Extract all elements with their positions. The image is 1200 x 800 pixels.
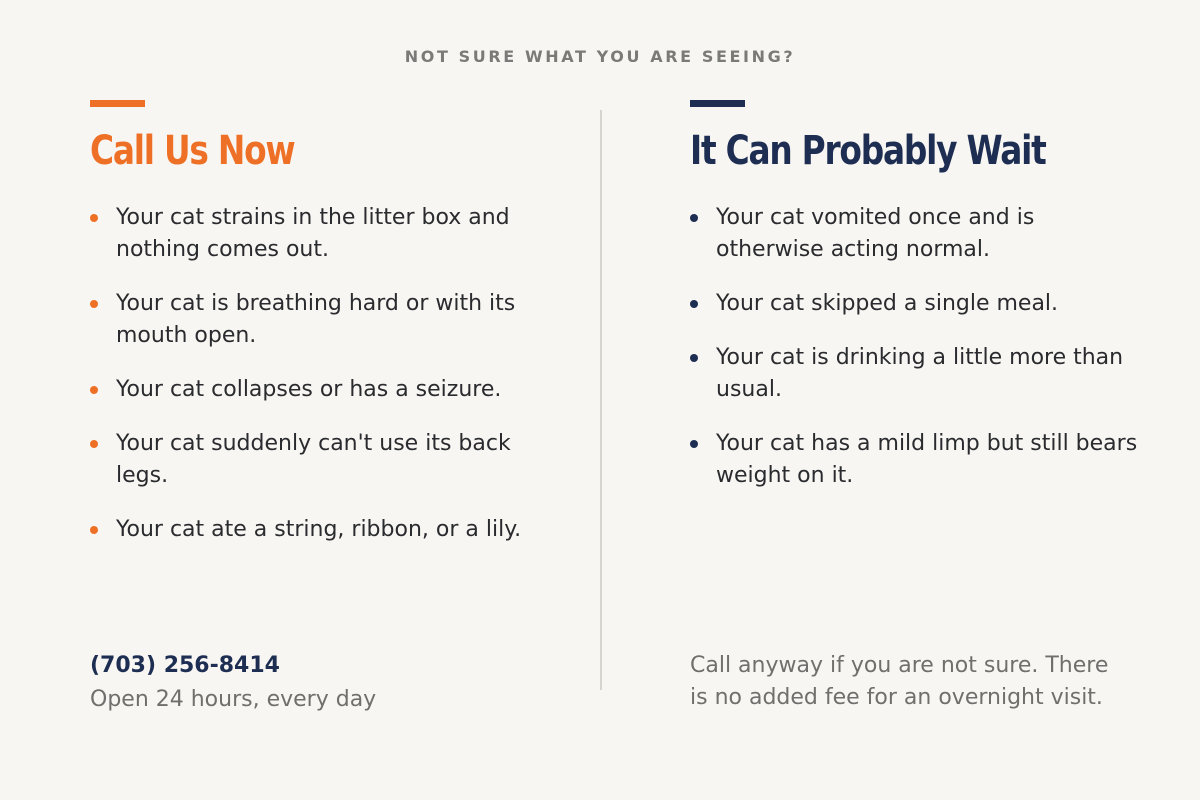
bullet-dot-icon: [90, 300, 98, 308]
bullet-dot-icon: [690, 440, 698, 448]
list-item: [690, 288, 1140, 320]
list-item: [90, 288, 560, 352]
reassurance-note: Call anyway if you are not sure. There is no added fee for an overnight visit.: [690, 653, 1109, 710]
bullet-dot-icon: [690, 354, 698, 362]
bullet-dot-icon: [690, 300, 698, 308]
section-eyebrow: NOT SURE WHAT YOU ARE SEEING?: [404, 47, 796, 66]
non-urgent-symptom-list: [690, 202, 1140, 514]
list-item-text: Your cat has a mild limp but still bears weight on it.: [716, 431, 1138, 488]
list-item: [690, 342, 1140, 406]
bullet-dot-icon: [90, 386, 98, 394]
list-item: [90, 514, 560, 546]
list-item-text: Your cat is breathing hard or with its mouth open.: [116, 291, 516, 348]
list-item: [90, 428, 560, 492]
contact-block: [90, 650, 376, 716]
list-item-text: Your cat collapses or has a seizure.: [116, 377, 502, 402]
list-item-text: Your cat skipped a single meal.: [716, 291, 1059, 316]
call-now-column: [90, 100, 560, 542]
list-item-text: Your cat suddenly can't use its back legs.: [116, 431, 511, 488]
can-wait-column: [690, 100, 1140, 488]
navy-accent-bar: [690, 100, 745, 107]
list-item: [690, 202, 1140, 266]
opening-hours: Open 24 hours, every day: [90, 687, 377, 712]
bullet-dot-icon: [90, 440, 98, 448]
list-item: [690, 428, 1140, 492]
list-item-text: Your cat vomited once and is otherwise acting normal.: [716, 205, 1035, 262]
bullet-dot-icon: [90, 526, 98, 534]
urgent-symptom-list: [90, 202, 560, 568]
orange-accent-bar: [90, 100, 145, 107]
list-item-text: Your cat is drinking a little more than usual.: [716, 345, 1124, 402]
call-now-heading: Call Us Now: [90, 128, 295, 174]
list-item: [90, 374, 560, 406]
list-item-text: Your cat strains in the litter box and nothing comes out.: [116, 205, 510, 262]
can-wait-heading: It Can Probably Wait: [690, 128, 1046, 174]
list-item: [90, 202, 560, 266]
bullet-dot-icon: [90, 214, 98, 222]
list-item-text: Your cat ate a string, ribbon, or a lily.: [116, 517, 522, 542]
phone-number-link[interactable]: (703) 256-8414: [90, 653, 280, 678]
column-divider: [600, 110, 602, 690]
bullet-dot-icon: [690, 214, 698, 222]
